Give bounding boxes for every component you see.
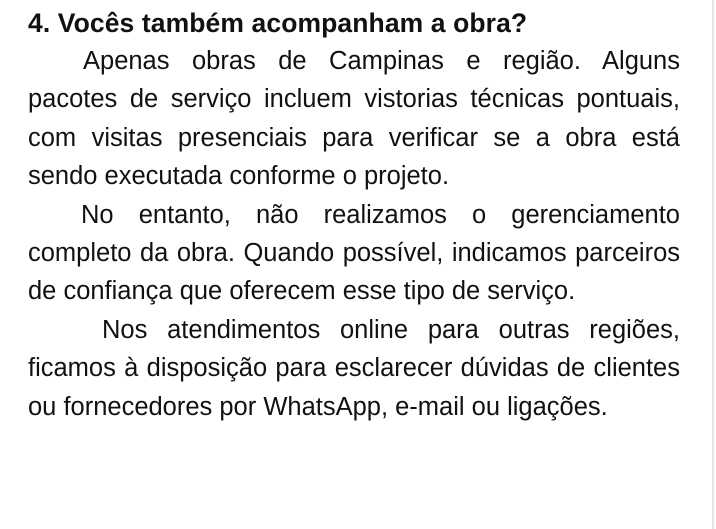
page-edge-divider [712, 0, 714, 529]
answer-paragraph-1: Apenas obras de Campinas e região. Alguns pacotes de serviço incluem vistorias técnicas pontuais, com visitas presenciais para verificar se a obra está sendo executada conforme o projeto. [28, 47, 680, 191]
faq-question-heading: 4. Vocês também acompanham a obra? [28, 8, 528, 38]
answer-paragraph-3: Nos atendimentos online para outras regiões, ficamos à disposição para esclarecer dúvidas de clientes ou fornecedores por WhatsApp, e-mail ou ligações. [28, 315, 680, 421]
answer-paragraph-2: No entanto, não realizamos o gerenciamento completo da obra. Quando possível, indicamos parceiros de confiança que oferecem esse tipo de serviço. [28, 200, 680, 306]
faq-section [28, 4, 680, 426]
